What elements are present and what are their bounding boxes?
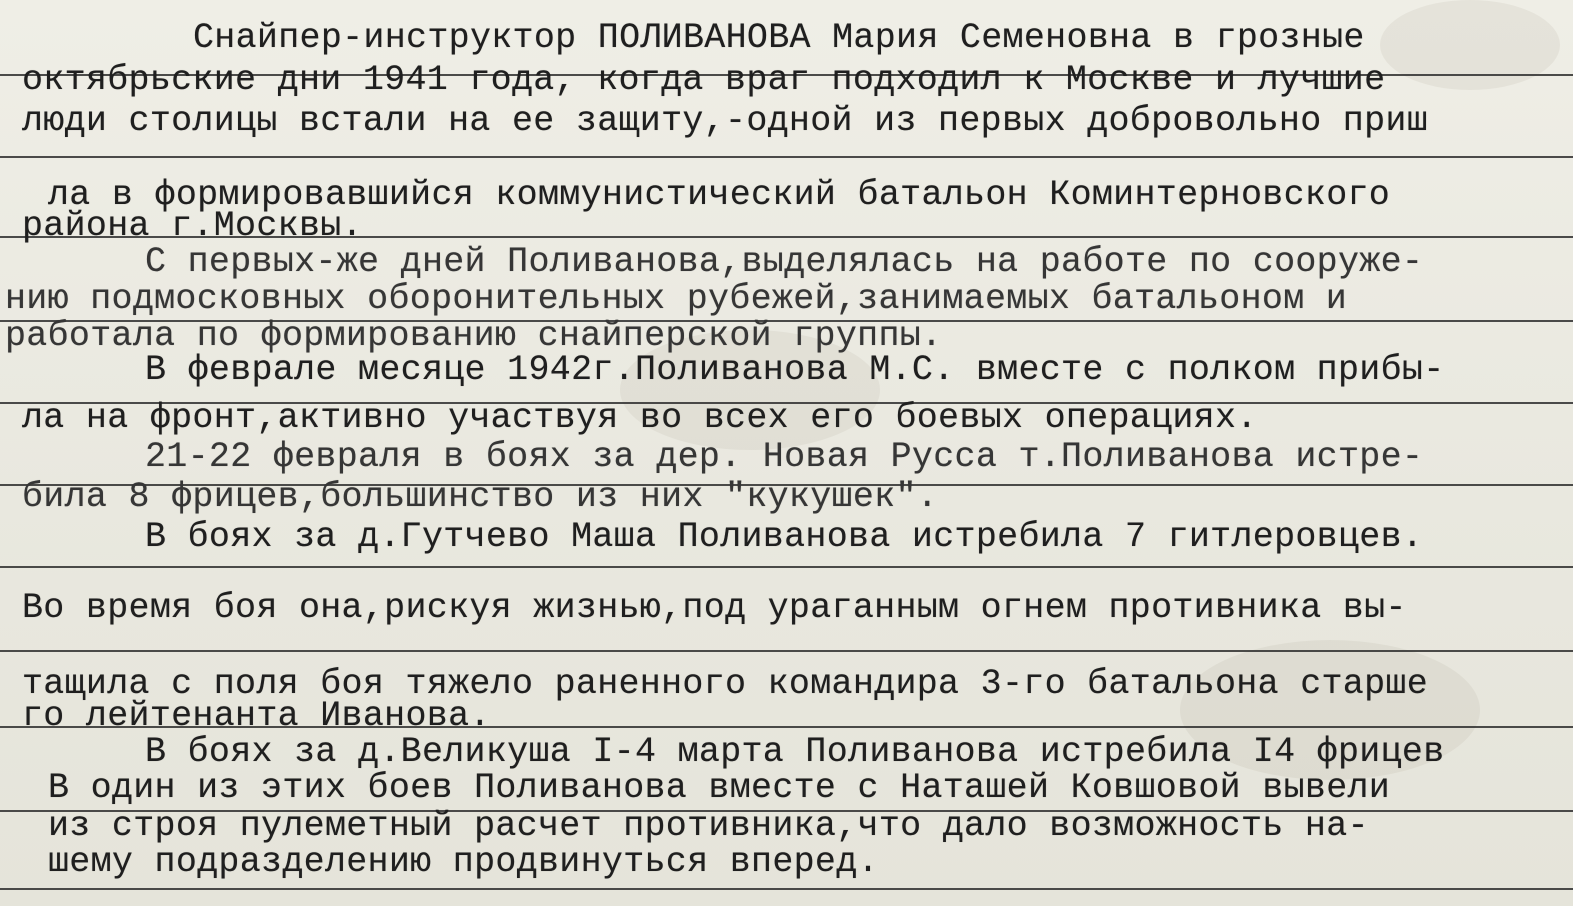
text-line: В боях за д.Великуша I-4 марта Поливанова истребила I4 фрицев (145, 732, 1445, 772)
text-line: ла в формировавшийся коммунистический батальон Коминтерновского (48, 175, 1391, 215)
text-line: из строя пулеметный расчет противника,что дало возможность на- (48, 806, 1369, 846)
text-line: люди столицы встали на ее защиту,-одной из первых добровольно приш (22, 101, 1429, 141)
text-line: В один из этих боев Поливанова вместе с Наташей Ковшовой вывели (48, 768, 1391, 808)
text-line: работала по формированию снайперской группы. (5, 316, 943, 356)
text-line: 21-22 февраля в боях за дер. Новая Русса т.Поливанова истре- (145, 437, 1424, 477)
text-line: района г.Москвы. (22, 206, 363, 246)
text-line: тащила с поля боя тяжело раненного командира 3-го батальона старше (22, 664, 1429, 704)
text-line: В боях за д.Гутчево Маша Поливанова истребила 7 гитлеровцев. (145, 517, 1424, 557)
text-line: шему подразделению продвинуться вперед. (48, 842, 879, 882)
ruled-line (0, 156, 1573, 158)
text-line: В феврале месяце 1942г.Поливанова М.С. вместе с полком прибы- (145, 350, 1445, 390)
text-line: нию подмосковных оборонительных рубежей,занимаемых батальоном и (5, 279, 1348, 319)
text-line: го лейтенанта Иванова. (22, 696, 491, 736)
ruled-line (0, 650, 1573, 652)
ruled-line (0, 566, 1573, 568)
text-line: ла на фронт,активно участвуя во всех его боевых операциях. (22, 398, 1258, 438)
text-line: Снайпер-инструктор ПОЛИВАНОВА Мария Семеновна в грозные (193, 18, 1365, 58)
text-line: октябрьские дни 1941 года, когда враг подходил к Москве и лучшие (22, 60, 1386, 100)
text-line: Во время боя она,рискуя жизнью,под ураганным огнем противника вы- (22, 588, 1407, 628)
text-line: С первых-же дней Поливанова,выделялась на работе по сооруже- (145, 242, 1424, 282)
paper-stain (1380, 0, 1560, 90)
text-line: била 8 фрицев,большинство из них "кукушек". (22, 477, 939, 517)
ruled-line (0, 888, 1573, 890)
